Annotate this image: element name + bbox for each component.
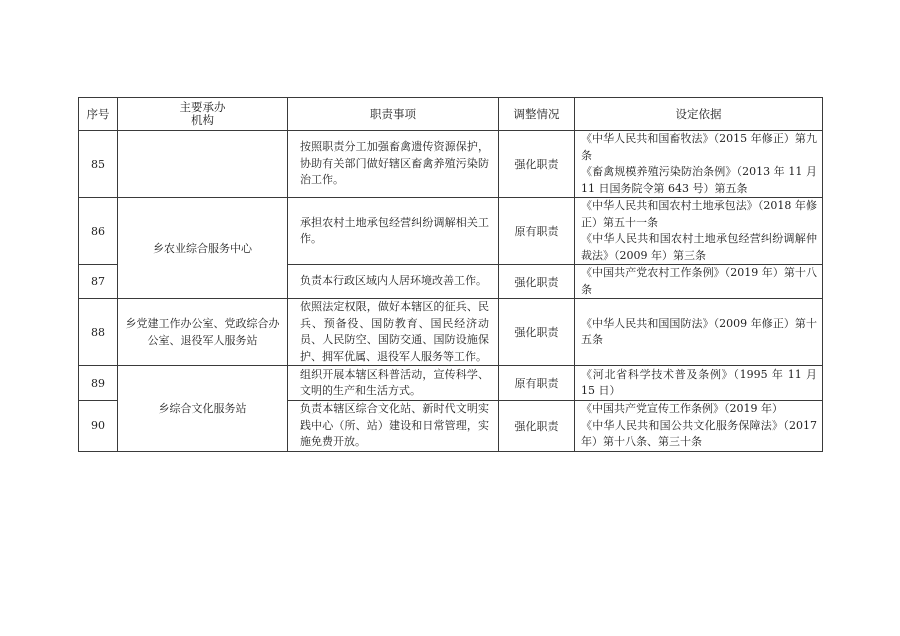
cell-org: 乡农业综合服务中心 [118,198,288,299]
cell-org-empty [118,131,288,198]
cell-status: 强化职责 [499,131,575,198]
basis-item: 《中华人民共和国畜牧法》（2015 年修正）第九条 [581,132,817,162]
cell-basis [575,299,823,366]
cell-basis [575,198,823,265]
cell-status: 强化职责 [499,299,575,366]
cell-seq: 90 [79,401,118,452]
cell-status: 原有职责 [499,198,575,265]
cell-basis [575,401,823,452]
table-row [79,198,823,265]
header-basis: 设定依据 [575,98,823,131]
cell-seq: 87 [79,265,118,299]
cell-seq: 85 [79,131,118,198]
cell-seq: 88 [79,299,118,366]
cell-status: 强化职责 [499,265,575,299]
header-duty: 职责事项 [288,98,499,131]
cell-duty: 负责本辖区综合文化站、新时代文明实践中心（所、站）建设和日常管理，实施免费开放。 [288,401,499,452]
table-row [79,131,823,198]
cell-org: 乡党建工作办公室、党政综合办公室、退役军人服务站 [118,299,288,366]
basis-item: 《畜禽规模养殖污染防治条例》（2013 年 11 月 11 日国务院令第 643 号）第五条 [581,165,817,195]
cell-basis [575,131,823,198]
header-seq: 序号 [79,98,118,131]
basis-item: 《中华人民共和国公共文化服务保障法》（2017 年）第十八条、第三十条 [581,418,817,448]
cell-basis [575,265,823,299]
cell-status: 强化职责 [499,401,575,452]
cell-seq: 89 [79,366,118,401]
cell-seq: 86 [79,198,118,265]
table-row [79,366,823,401]
cell-duty: 承担农村土地承包经营纠纷调解相关工作。 [288,198,499,265]
cell-duty: 按照职责分工加强畜禽遗传资源保护，协助有关部门做好辖区畜禽养殖污染防治工作。 [288,131,499,198]
table-header-row [79,98,823,131]
cell-duty: 组织开展本辖区科普活动，宣传科学、文明的生产和生活方式。 [288,366,499,401]
cell-duty: 负责本行政区域内人居环境改善工作。 [288,265,499,299]
header-status: 调整情况 [499,98,575,131]
cell-duty: 依照法定权限，做好本辖区的征兵、民兵、预备役、国防教育、国民经济动员、人民防空、国防交通、国防设施保护、拥军优属、退役军人服务等工作。 [288,299,499,366]
basis-item: 《河北省科学技术普及条例》（1995 年 11 月 15 日） [581,367,817,397]
duty-table [78,97,823,452]
basis-item: 《中华人民共和国农村土地承包法》（2018 年修正）第五十一条 [581,199,817,229]
basis-item: 《中国共产党农村工作条例》（2019 年）第十八条 [581,266,817,296]
basis-item: 《中华人民共和国国防法》（2009 年修正）第十五条 [581,316,817,346]
cell-org: 乡综合文化服务站 [118,366,288,452]
header-org: 主要承办 机构 [118,98,288,131]
cell-status: 原有职责 [499,366,575,401]
basis-item: 《中国共产党宣传工作条例》（2019 年） [581,402,783,415]
cell-basis [575,366,823,401]
table-row [79,299,823,366]
basis-item: 《中华人民共和国农村土地承包经营纠纷调解仲裁法》（2009 年）第三条 [581,232,817,262]
